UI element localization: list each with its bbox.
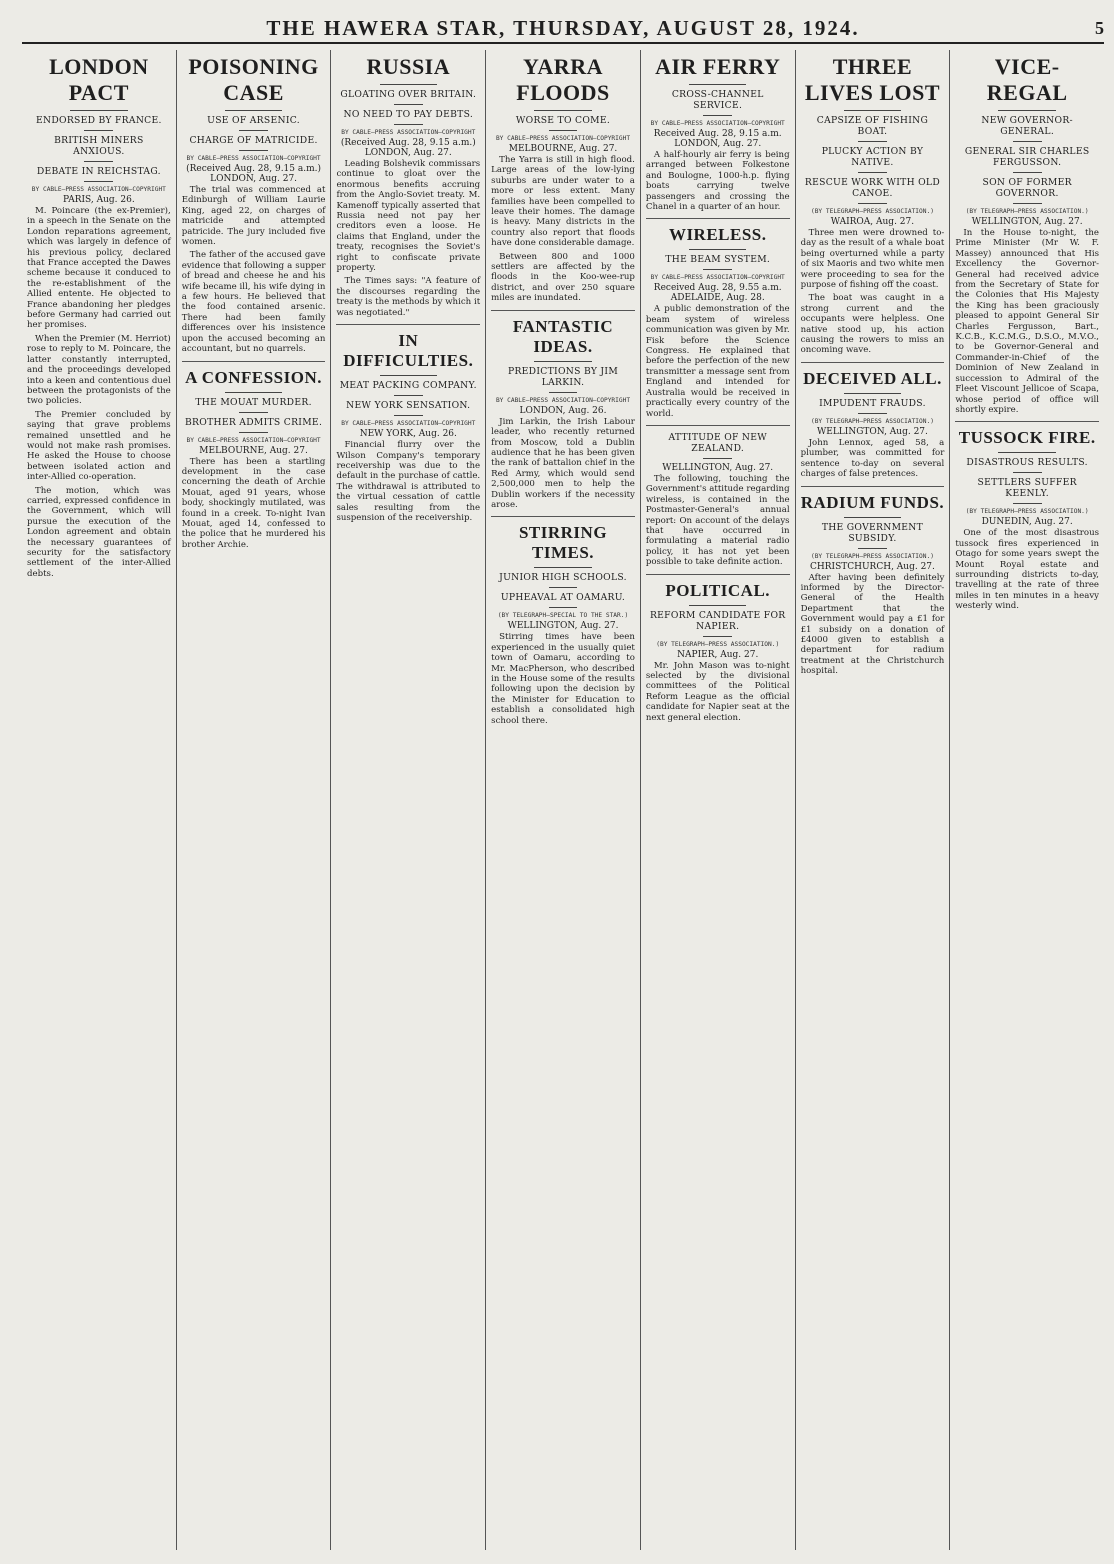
column-6 [796, 50, 951, 1550]
deck-rule [703, 269, 732, 270]
headline-rule [534, 110, 591, 111]
article [646, 54, 790, 212]
dateline: WELLINGTON, Aug. 27. [507, 621, 619, 632]
deck-rule [1013, 472, 1042, 473]
deck: NO NEED TO PAY DEBTS. [343, 109, 474, 120]
headline: POISONING CASE [188, 54, 319, 105]
body-paragraph: Leading Bolshevik commissars continue to gloat over the enormous benefits accruing from the Anglo-Soviet treaty. M. Kamenoff typically asserted that Russia need not pay her creditors even a loose. He claims that England, under the treaty, recognises the Soviet's right to confiscate private property. [336, 159, 481, 274]
article [801, 54, 945, 356]
wire-credit: (BY TELEGRAPH—SPECIAL TO THE STAR.) [497, 612, 629, 620]
article [27, 54, 171, 579]
article [646, 225, 790, 418]
headline: WIRELESS. [668, 225, 767, 245]
headline-rule [225, 392, 282, 393]
body-paragraph: M. Poincare (the ex-Premier), in a speech in the Senate on the London reparations agreement, which was largely in defence of his previous policy, declared that France accepted the Dawes scheme because it conduced to the re-establishment of the Allied entente. He objected to France abandoning her pledges before Germany had carried out her promises. [27, 206, 171, 331]
headline: YARRA FLOODS [516, 54, 610, 105]
headline-rule [380, 84, 437, 85]
body-paragraph: The Premier concluded by saying that grave problems remained unsettled and he would not make rash promises. He asked the House to choose between isolated action and inter-Allied co-operation. [27, 409, 171, 483]
wire-credit: BY CABLE—PRESS ASSOCIATION—COPYRIGHT [341, 129, 476, 136]
article [491, 523, 635, 726]
article [336, 331, 480, 523]
page-number: 5 [1095, 17, 1104, 38]
deck: SETTLERS SUFFER KEENLY. [977, 477, 1077, 500]
article [955, 428, 1099, 611]
deck-rule [84, 181, 113, 182]
deck-rule [84, 161, 113, 162]
article [336, 54, 480, 318]
headline: DECEIVED ALL. [803, 368, 942, 388]
body-paragraph: The father of the accused gave evidence that following a supper of bread and cheese he and his wife became ill, his wife dying in a few hours. He believed that the food contained arsenic. There had been family differences over his insistence upon the accused becoming an accountant, but no quarrels. [181, 250, 326, 355]
deck: PREDICTIONS BY JIM LARKIN. [507, 365, 619, 388]
deck-rule [239, 412, 268, 413]
deck: CROSS-CHANNEL SERVICE. [671, 89, 764, 111]
dateline: LONDON, Aug. 26. [519, 405, 607, 416]
article-separator [182, 361, 326, 362]
headline-rule [534, 567, 591, 568]
headline: LONDON PACT [49, 54, 149, 105]
article-separator [801, 486, 945, 487]
dateline: CHRISTCHURCH, Aug. 27. [810, 561, 935, 572]
article [491, 54, 635, 304]
wire-credit: BY CABLE—PRESS ASSOCIATION—COPYRIGHT [650, 274, 785, 282]
deck: THE BEAM SYSTEM. [665, 254, 771, 266]
deck: THE GOVERNMENT SUBSIDY. [821, 521, 924, 544]
headline: FANTASTIC IDEAS. [512, 316, 614, 356]
deck-rule [394, 104, 423, 105]
deck-rule [549, 607, 578, 608]
body-paragraph: The trial was commenced at Edinburgh of William Laurie King, aged 22, on charges of matricide and attempted patricide. The jury included five women. [181, 185, 326, 248]
wire-credit: (BY TELEGRAPH—PRESS ASSOCIATION.) [965, 208, 1089, 215]
article-separator [646, 574, 790, 575]
dateline: (Received Aug. 28, 9.15 a.m.) LONDON, Aug. 27. [340, 138, 476, 158]
wire-credit: (BY TELEGRAPH—PRESS ASSOCIATION.) [656, 640, 780, 648]
columns-container [22, 50, 1104, 1550]
wire-credit: (BY TELEGRAPH—PRESS ASSOCIATION.) [810, 208, 934, 215]
deck: IMPUDENT FRAUDS. [819, 397, 926, 409]
deck-rule [394, 415, 423, 416]
body-paragraph: Three men were drowned to-day as the result of a whale boat being overturned while a party of six Maoris and two white men were proceeding to sea for the purpose of fishing off the coast. [800, 228, 945, 291]
dateline: WELLINGTON, Aug. 27. [662, 462, 774, 473]
deck: GLOATING OVER BRITAIN. [340, 89, 477, 100]
body-paragraph: Between 800 and 1000 settlers are affected by the floods in the Koo-wee-rup district, and over 250 square miles are inundated. [491, 251, 635, 304]
wire-credit: BY CABLE—PRESS ASSOCIATION—COPYRIGHT [495, 135, 631, 142]
headline: THREE LIVES LOST [804, 54, 941, 105]
deck-rule [84, 130, 113, 131]
dateline: PARIS, Aug. 26. [63, 195, 135, 205]
headline-rule [689, 605, 746, 606]
body-paragraph: John Lennox, aged 58, a plumber, was committed for sentence to-day on several charges of false pretences. [800, 437, 945, 480]
deck-rule [239, 130, 268, 131]
headline-rule [225, 110, 282, 111]
article-separator [955, 421, 1099, 422]
dateline: WELLINGTON, Aug. 27. [971, 217, 1083, 227]
deck: USE OF ARSENIC. [207, 115, 300, 126]
wire-credit: (BY TELEGRAPH—PRESS ASSOCIATION.) [810, 417, 934, 425]
body-paragraph: A public demonstration of the beam system of wireless communication was given by Mr. Fisk before the Science Congress. He explained that before the perfection of the new transmitter a message sent from England and intended for Australia would be received in practically every country of the world. [645, 304, 790, 419]
body-paragraph: A half-hourly air ferry is being arranged between Folkestone and Boulogne, 1000-h.p. flying boats carrying twelve passengers and crossing the Chanel in a quarter of an hour. [645, 150, 790, 213]
wire-credit: (BY TELEGRAPH—PRESS ASSOCIATION.) [810, 552, 934, 560]
dateline: NEW YORK, Aug. 26. [359, 429, 457, 440]
deck-rule [1013, 172, 1042, 173]
deck: REFORM CANDIDATE FOR NAPIER. [649, 609, 786, 632]
body-paragraph: The Times says: "A feature of the discourses regarding the treaty is the methods by which it was negotiated." [336, 276, 481, 318]
body-paragraph: In the House to-night, the Prime Minister (Mr W. F. Massey) announced that His Excellency the Governor-General had received advice from the Secretary of State for the Colonies that His Majesty the King has been graciously pleased to appoint General Sir Charles Fergusson, Bart., K.C.B., K.C.M.G., D.S.O., M.V.O., to be Governor-General and Commander-in-Chief of the Dominion of New Zealand in succession to Admiral of the Fleet Viscount Jellicoe of Scapa, whose period of office will shortly expire. [955, 228, 1100, 415]
article-separator [491, 310, 635, 311]
column-5 [641, 50, 796, 1550]
dateline: (Received Aug. 28, 9.15 a.m.) LONDON, Aug. 27. [186, 164, 322, 184]
deck: DEBATE IN REICHSTAG. [36, 166, 161, 177]
column-4 [486, 50, 641, 1550]
deck-rule [858, 172, 887, 173]
deck-rule [1013, 203, 1042, 204]
headline-rule [689, 249, 746, 250]
dateline: MELBOURNE, Aug. 27. [508, 144, 618, 154]
headline-rule [844, 393, 901, 394]
dateline: WELLINGTON, Aug. 27. [817, 426, 928, 437]
body-paragraph: Financial flurry over the Wilson Company's temporary receivership was due to the default in the purchase of cattle. The withdrawal is attributed to the virtual cessation of cattle sales resulting from the suspension of the receivership. [336, 440, 481, 523]
deck: DISASTROUS RESULTS. [966, 457, 1088, 469]
deck-rule [239, 432, 268, 433]
wire-credit: BY CABLE—PRESS ASSOCIATION—COPYRIGHT [186, 155, 321, 162]
body-paragraph: The motion, which was carried, expressed confidence in the Government, which will pursue the execution of the London agreement and obtain the necessary guarantees of security for the satisfactory settlement of the inter-Allied debts. [27, 485, 171, 579]
headline: IN DIFFICULTIES. [343, 331, 474, 371]
deck: NEW GOVERNOR-GENERAL. [981, 115, 1073, 137]
column-7 [950, 50, 1104, 1550]
headline-rule [534, 361, 591, 362]
article [801, 369, 945, 480]
column-2 [177, 50, 332, 1550]
body-paragraph: Stirring times have been experienced in the usually quiet town of Oamaru, according to Mr. MacPherson, who described in the House some of the results following upon the decision by the Minister for Education to establish a consolidated high school there. [491, 632, 635, 726]
body-paragraph: After having been definitely informed by the Director-General of the Health Department that the Government would pay a £1 for £1 subsidy on a donation of £4000 given to establish a department for radium treatment at the Christchurch hospital. [800, 572, 945, 677]
article [646, 432, 790, 568]
article [955, 54, 1099, 415]
headline: A CONFESSION. [185, 367, 323, 387]
headline-rule [998, 110, 1055, 111]
deck: MEAT PACKING COMPANY. [339, 380, 477, 392]
dateline: Received Aug. 28, 9.55 a.m. ADELAIDE, Aug. 28. [653, 283, 782, 304]
deck: JUNIOR HIGH SCHOOLS. [499, 572, 627, 584]
body-paragraph: Mr. John Mason was to-night selected by the divisional committees of the Political Reform League as the official candidate for Napier seat at the next general election. [645, 660, 790, 723]
headline: VICE-REGAL [986, 54, 1068, 105]
wire-credit: (BY TELEGRAPH—PRESS ASSOCIATION.) [965, 508, 1089, 516]
deck-rule [1013, 503, 1042, 504]
headline-rule [844, 110, 901, 111]
wire-credit: BY CABLE—PRESS ASSOCIATION—COPYRIGHT [31, 186, 166, 193]
deck: RESCUE WORK WITH OLD CANOE. [804, 177, 941, 199]
deck-rule [394, 395, 423, 396]
deck: BROTHER ADMITS CRIME. [184, 416, 323, 428]
deck: ATTITUDE OF NEW ZEALAND. [668, 431, 768, 454]
column-3 [331, 50, 486, 1550]
article-separator [646, 218, 790, 219]
body-paragraph: There has been a startling development in the case concerning the death of Archie Mouat, aged 91 years, whose body, shockingly mutilated, was found in a creek. To-night Ivan Mouat, aged 14, confessed to the police that he murdered his brother Archie. [181, 456, 326, 550]
deck: UPHEAVAL AT OAMARU. [500, 592, 626, 604]
column-1 [22, 50, 177, 1550]
body-paragraph: The Yarra is still in high flood. Large areas of the low-lying suburbs are under water to a more or less extent. Many families have been compelled to leave their homes. The damage is heavy. Many districts in the country also report that floods have done considerable damage. [491, 155, 635, 249]
deck-rule [549, 587, 578, 588]
headline: TUSSOCK FIRE. [958, 428, 1096, 448]
body-paragraph: The boat was caught in a strong current and the occupants were helpless. One native stood up, his action causing the rowers to miss an oncoming wave. [800, 293, 945, 356]
deck-rule [549, 130, 578, 131]
deck-rule [858, 548, 887, 549]
headline: POLITICAL. [665, 580, 771, 600]
masthead-title: THE HAWERA STAR, THURSDAY, AUGUST 28, 1924. [266, 15, 860, 40]
wire-credit: BY CABLE—PRESS ASSOCIATION—COPYRIGHT [650, 120, 785, 127]
wire-credit: BY CABLE—PRESS ASSOCIATION—COPYRIGHT [186, 436, 321, 444]
headline: RUSSIA [366, 54, 451, 79]
deck-rule [1013, 141, 1042, 142]
deck: WORSE TO COME. [515, 115, 611, 126]
deck-rule [858, 413, 887, 414]
article [182, 54, 326, 355]
dateline: WAIROA, Aug. 27. [830, 217, 915, 227]
deck-rule [239, 150, 268, 151]
deck: GENERAL SIR CHARLES FERGUSSON. [964, 146, 1090, 168]
deck: CHARGE OF MATRICIDE. [189, 135, 318, 146]
deck-rule [858, 141, 887, 142]
headline-rule [844, 517, 901, 518]
wire-credit: BY CABLE—PRESS ASSOCIATION—COPYRIGHT [341, 420, 476, 428]
headline-rule [998, 452, 1055, 453]
headline-rule [70, 110, 127, 111]
deck: SON OF FORMER GOVERNOR. [982, 177, 1072, 199]
deck: PLUCKY ACTION BY NATIVE. [821, 146, 924, 168]
article [646, 581, 790, 723]
deck-rule [703, 458, 732, 459]
headline: RADIUM FUNDS. [800, 492, 945, 512]
article [801, 493, 945, 677]
dateline: NAPIER, Aug. 27. [677, 649, 759, 660]
headline: STIRRING TIMES. [518, 523, 608, 563]
dateline: DUNEDIN, Aug. 27. [981, 517, 1073, 528]
masthead [22, 14, 1104, 44]
deck-rule [703, 636, 732, 637]
dateline: MELBOURNE, Aug. 27. [199, 445, 308, 456]
body-paragraph: Jim Larkin, the Irish Labour leader, who recently returned from Moscow, told a Dublin audience that he has been given the rank of battalion chief in the Red Army, which would send 2,500,000 men to help the Dublin workers if the necessity arose. [491, 416, 635, 510]
body-paragraph: One of the most disastrous tussock fires experienced in Otago for some years swept the Mount Royal estate and surrounding districts to-day, travelling at the rate of three miles in ten minutes in a heavy westerly wind. [955, 528, 1100, 612]
article [491, 317, 635, 511]
deck-rule [703, 115, 732, 116]
dateline: Received Aug. 28, 9.15 a.m. LONDON, Aug. 27. [653, 129, 782, 149]
wire-credit: BY CABLE—PRESS ASSOCIATION—COPYRIGHT [495, 396, 631, 404]
body-paragraph: The following, touching the Government's attitude regarding wireless, is contained in the Postmaster-General's annual report: On account of the delays that have occurred in formulating a material radio policy, it has not yet been possible to take definite action. [645, 473, 790, 568]
article [182, 368, 326, 551]
deck: CAPSIZE OF FISHING BOAT. [816, 115, 929, 137]
deck-rule [394, 124, 423, 125]
deck: NEW YORK SENSATION. [346, 400, 471, 412]
article-separator [801, 362, 945, 363]
article-separator [491, 516, 635, 517]
deck: BRITISH MINERS ANXIOUS. [54, 135, 144, 157]
headline: AIR FERRY [655, 54, 781, 79]
headline-rule [380, 375, 437, 376]
deck: ENDORSED BY FRANCE. [35, 115, 162, 126]
article-separator [646, 425, 790, 426]
article-separator [336, 324, 480, 325]
deck: THE MOUAT MURDER. [195, 396, 312, 408]
body-paragraph: When the Premier (M. Herriot) rose to reply to M. Poincare, the latter constantly interrupted, and the proceedings developed into a keen and contentious duel between the protagonists of the two policies. [27, 333, 171, 407]
deck-rule [858, 203, 887, 204]
deck-rule [549, 392, 578, 393]
headline-rule [689, 84, 746, 85]
